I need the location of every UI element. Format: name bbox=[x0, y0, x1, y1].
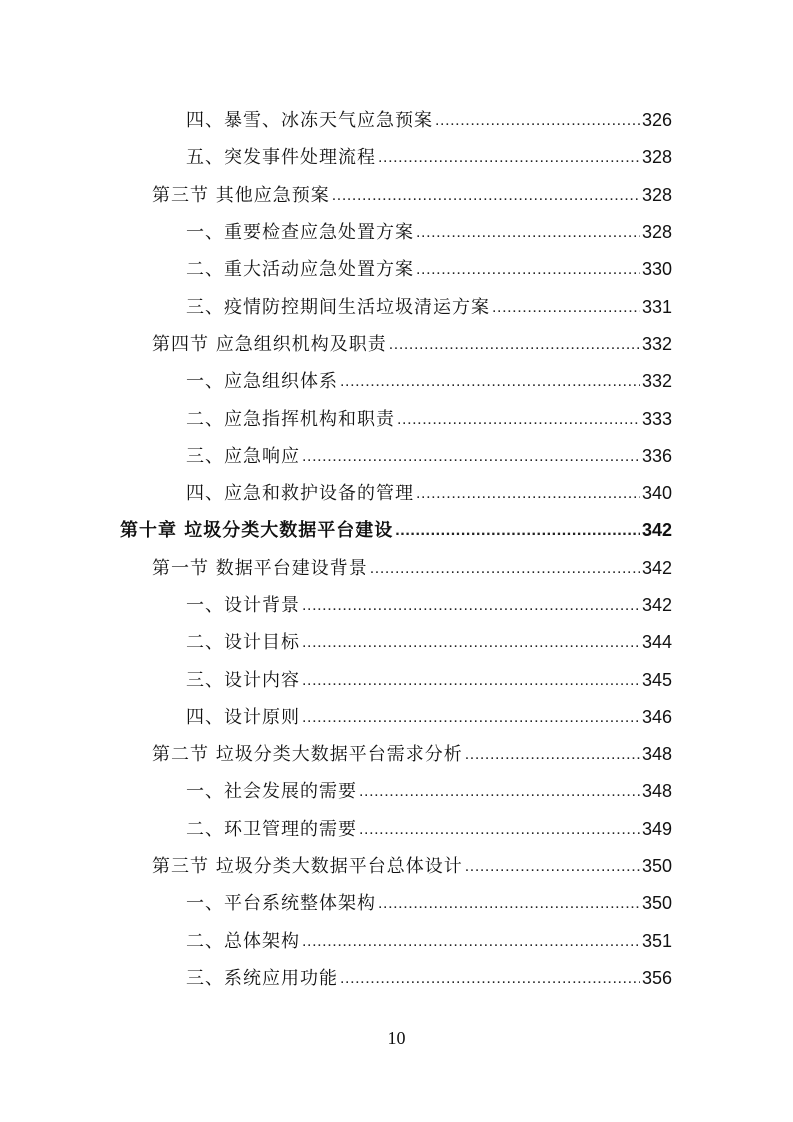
toc-entry-page: 350 bbox=[641, 893, 672, 914]
dot-leader bbox=[302, 662, 640, 699]
toc-entry-page: 331 bbox=[641, 296, 672, 317]
toc-entry-page: 332 bbox=[641, 371, 672, 392]
toc-entry-title: 一、设计背景 bbox=[186, 595, 300, 616]
dot-leader bbox=[359, 773, 640, 810]
dot-leader bbox=[302, 587, 640, 624]
dot-leader bbox=[340, 960, 640, 997]
toc-entry[interactable] bbox=[0, 251, 793, 288]
dot-leader bbox=[416, 251, 640, 288]
toc-entry-page: 340 bbox=[641, 483, 672, 504]
table-of-contents bbox=[0, 102, 793, 997]
toc-entry[interactable] bbox=[0, 214, 793, 251]
dot-leader bbox=[416, 214, 640, 251]
toc-entry-page: 344 bbox=[641, 632, 672, 653]
toc-entry[interactable] bbox=[0, 885, 793, 922]
toc-section-entry[interactable] bbox=[0, 550, 793, 587]
toc-chapter-entry[interactable] bbox=[0, 512, 793, 549]
toc-entry-page: 342 bbox=[641, 595, 672, 615]
toc-entry-title: 四、应急和救护设备的管理 bbox=[186, 483, 414, 505]
toc-entry[interactable] bbox=[0, 960, 793, 997]
toc-entry-page: 342 bbox=[641, 557, 672, 578]
toc-entry-page: 326 bbox=[641, 110, 672, 131]
toc-entry[interactable] bbox=[0, 773, 793, 810]
toc-entry-title: 二、设计目标 bbox=[186, 632, 300, 654]
toc-entry-page: 351 bbox=[641, 930, 672, 951]
dot-leader bbox=[359, 811, 640, 848]
toc-entry-page: 350 bbox=[641, 856, 672, 877]
toc-entry-page: 342 bbox=[641, 520, 672, 541]
toc-entry[interactable] bbox=[0, 587, 793, 624]
toc-entry[interactable] bbox=[0, 624, 793, 661]
dot-leader bbox=[389, 326, 640, 363]
dot-leader bbox=[302, 438, 640, 475]
toc-entry-title: 第十章 垃圾分类大数据平台建设 bbox=[120, 520, 394, 542]
toc-entry-page: 345 bbox=[641, 669, 672, 690]
toc-entry-title: 第三节 其他应急预案 bbox=[152, 184, 330, 206]
toc-entry[interactable] bbox=[0, 288, 793, 325]
dot-leader bbox=[302, 699, 640, 736]
toc-section-entry[interactable] bbox=[0, 736, 793, 773]
toc-entry-page: 349 bbox=[641, 818, 672, 839]
toc-entry-page: 328 bbox=[641, 222, 672, 243]
dot-leader bbox=[332, 177, 640, 214]
toc-entry-title: 一、应急组织体系 bbox=[186, 371, 338, 393]
dot-leader bbox=[378, 885, 640, 922]
toc-entry-title: 二、应急指挥机构和职责 bbox=[186, 408, 395, 430]
toc-entry-title: 三、系统应用功能 bbox=[186, 967, 338, 989]
dot-leader bbox=[492, 289, 640, 326]
toc-entry-title: 三、设计内容 bbox=[186, 669, 300, 691]
toc-entry[interactable] bbox=[0, 923, 793, 960]
toc-entry-title: 二、总体架构 bbox=[186, 930, 300, 952]
toc-entry-page: 348 bbox=[641, 744, 672, 765]
toc-entry-title: 第四节 应急组织机构及职责 bbox=[152, 333, 387, 355]
toc-entry-title: 三、应急响应 bbox=[186, 445, 300, 467]
dot-leader bbox=[302, 923, 640, 960]
toc-entry[interactable] bbox=[0, 438, 793, 475]
toc-entry[interactable] bbox=[0, 139, 793, 176]
toc-entry[interactable] bbox=[0, 363, 793, 400]
toc-entry-title: 四、设计原则 bbox=[186, 706, 300, 728]
dot-leader bbox=[465, 848, 640, 885]
toc-entry-title: 第三节 垃圾分类大数据平台总体设计 bbox=[152, 856, 463, 878]
toc-section-entry[interactable] bbox=[0, 177, 793, 214]
toc-entry-title: 一、社会发展的需要 bbox=[186, 781, 357, 803]
dot-leader bbox=[435, 102, 640, 139]
toc-entry-title: 一、重要检查应急处置方案 bbox=[186, 222, 414, 244]
dot-leader bbox=[378, 139, 640, 176]
toc-entry-title: 一、平台系统整体架构 bbox=[186, 893, 376, 915]
toc-entry-title: 五、突发事件处理流程 bbox=[186, 147, 376, 169]
toc-entry-title: 二、环卫管理的需要 bbox=[186, 818, 357, 840]
toc-entry-page: 348 bbox=[641, 781, 672, 802]
toc-entry-title: 四、暴雪、冰冻天气应急预案 bbox=[186, 110, 433, 132]
toc-entry-page: 333 bbox=[641, 408, 672, 429]
toc-entry-page: 328 bbox=[641, 147, 672, 168]
dot-leader bbox=[370, 550, 640, 587]
page-number: 10 bbox=[387, 1028, 406, 1048]
toc-entry-title: 第二节 垃圾分类大数据平台需求分析 bbox=[152, 744, 463, 766]
toc-entry-page: 330 bbox=[641, 259, 672, 280]
toc-entry-page: 346 bbox=[641, 706, 672, 727]
toc-entry-title: 三、疫情防控期间生活垃圾清运方案 bbox=[186, 296, 490, 318]
toc-entry[interactable] bbox=[0, 699, 793, 736]
dot-leader bbox=[397, 401, 640, 438]
toc-entry-page: 356 bbox=[641, 967, 672, 988]
toc-entry[interactable] bbox=[0, 400, 793, 437]
dot-leader bbox=[395, 512, 640, 549]
toc-entry-title: 二、重大活动应急处置方案 bbox=[186, 259, 414, 281]
toc-entry[interactable] bbox=[0, 475, 793, 512]
dot-leader bbox=[416, 475, 640, 512]
toc-entry-page: 332 bbox=[641, 333, 672, 354]
dot-leader bbox=[465, 736, 640, 773]
toc-entry-title: 第一节 数据平台建设背景 bbox=[152, 557, 368, 579]
toc-entry-page: 328 bbox=[641, 184, 672, 205]
toc-entry[interactable] bbox=[0, 811, 793, 848]
dot-leader bbox=[302, 624, 640, 661]
toc-section-entry[interactable] bbox=[0, 326, 793, 363]
dot-leader bbox=[340, 363, 640, 400]
toc-section-entry[interactable] bbox=[0, 848, 793, 885]
toc-entry[interactable] bbox=[0, 661, 793, 698]
toc-entry[interactable] bbox=[0, 102, 793, 139]
toc-entry-page: 336 bbox=[641, 445, 672, 466]
